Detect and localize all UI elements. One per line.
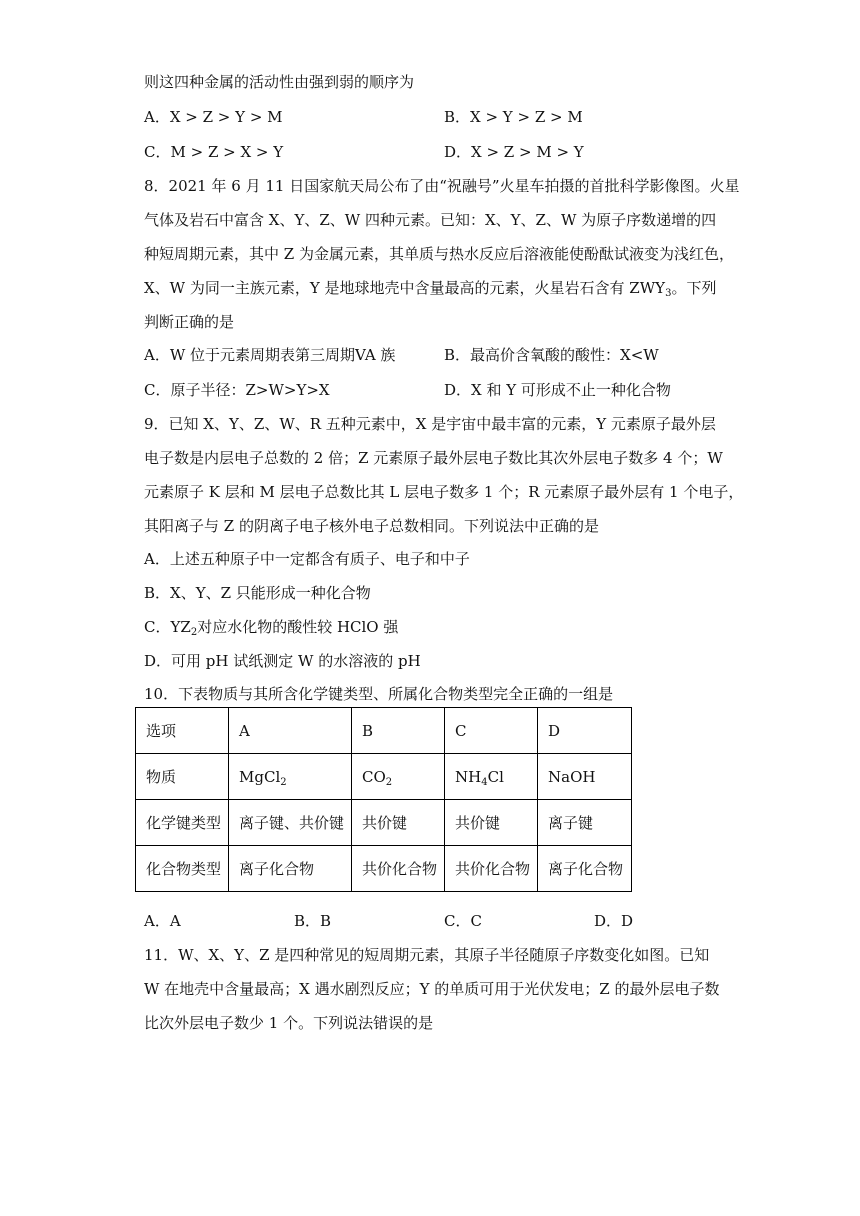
q9-line-2: 电子数是内层电子总数的 2 倍；Z 元素原子最外层电子数比其次外层电子数多 4 个；W: [144, 449, 723, 467]
q11-line-2: W 在地壳中含量最高；X 遇水剧烈反应；Y 的单质可用于光伏发电；Z 的最外层电子数: [144, 980, 720, 998]
table-cell: C: [445, 708, 538, 754]
q9-line-3: 元素原子 K 层和 M 层电子总数比其 L 层电子数多 1 个；R 元素原子最外层有 1 个电子，: [144, 483, 744, 501]
table-row-bond: [136, 800, 632, 846]
q11-line-1: 11．W、X、Y、Z 是四种常见的短周期元素，其原子半径随原子序数变化如图。已知: [144, 946, 710, 964]
q8-line-4: X、W 为同一主族元素，Y 是地球地壳中含量最高的元素，火星岩石含有 $ZWY_3$。下列: [144, 279, 717, 299]
q8-line-2: 气体及岩石中富含 X、Y、Z、W 四种元素。已知：X、Y、Z、W 为原子序数递增的四: [144, 211, 717, 229]
intro-line: 则这四种金属的活动性由强到弱的顺序为: [144, 73, 415, 91]
table-cell: MgCl$_2$: [229, 754, 352, 800]
q8-option-d: D．X 和 Y 可形成不止一种化合物: [444, 381, 671, 399]
table-cell: D: [538, 708, 632, 754]
q8-line-5: 判断正确的是: [144, 313, 235, 331]
table-row-header: [136, 708, 632, 754]
q8-option-a: A．W 位于元素周期表第三周期VA 族: [144, 346, 396, 364]
q8-line-1: 8．2021 年 6 月 11 日国家航天局公布了由“祝融号”火星车拍摄的首批科学影像图。火星: [144, 177, 740, 195]
table-cell: $CO_2$: [352, 754, 445, 800]
table-row-substance: [136, 754, 632, 800]
q8-option-b: B．最高价含氧酸的酸性：X<W: [444, 346, 659, 364]
q7-option-d: D．X > Z > M > Y: [444, 143, 584, 161]
q8-option-c: C．原子半径：Z>W>Y>X: [144, 381, 330, 399]
q9-option-d: D．可用 pH 试纸测定 W 的水溶液的 pH: [144, 652, 421, 670]
q7-option-a: A．X > Z > Y > M: [144, 108, 283, 126]
table-cell: NaOH: [538, 754, 632, 800]
table-cell: $NH_4Cl$: [445, 754, 538, 800]
q9-option-a: A．上述五种原子中一定都含有质子、电子和中子: [144, 550, 470, 568]
table-cell: A: [229, 708, 352, 754]
table-cell: 化学键类型: [136, 800, 229, 846]
q9-line-4: 其阳离子与 Z 的阴离子电子核外电子总数相同。下列说法中正确的是: [144, 517, 599, 535]
table-cell: 离子化合物: [538, 846, 632, 892]
table-cell: 共价键: [445, 800, 538, 846]
q9-option-c: C．$YZ_2$对应水化物的酸性较 HClO 强: [144, 618, 399, 638]
q9-option-b: B．X、Y、Z 只能形成一种化合物: [144, 584, 371, 602]
table-cell: 选项: [136, 708, 229, 754]
q10-answer-c: C．C: [444, 912, 482, 930]
q10-stem: 10．下表物质与其所含化学键类型、所属化合物类型完全正确的一组是: [144, 685, 614, 703]
table-cell: 共价化合物: [445, 846, 538, 892]
table-cell: 离子键、共价键: [229, 800, 352, 846]
q11-line-3: 比次外层电子数少 1 个。下列说法错误的是: [144, 1014, 434, 1032]
q10-table: [135, 707, 632, 892]
q10-answer-b: B．B: [294, 912, 332, 930]
q8-line-3: 种短周期元素，其中 Z 为金属元素，其单质与热水反应后溶液能使酚酞试液变为浅红色，: [144, 245, 734, 263]
table-cell: 离子键: [538, 800, 632, 846]
table-cell: 化合物类型: [136, 846, 229, 892]
table-row-compound: [136, 846, 632, 892]
table-cell: 共价化合物: [352, 846, 445, 892]
table-cell: B: [352, 708, 445, 754]
table-cell: 物质: [136, 754, 229, 800]
q10-answer-d: D．D: [594, 912, 634, 930]
q10-answer-a: A．A: [144, 912, 181, 930]
table-cell: 离子化合物: [229, 846, 352, 892]
table-cell: 共价键: [352, 800, 445, 846]
q9-line-1: 9．已知 X、Y、Z、W、R 五种元素中，X 是宇宙中最丰富的元素，Y 元素原子最外层: [144, 415, 716, 433]
q7-option-b: B．X > Y > Z > M: [444, 108, 583, 126]
q7-option-c: C．M > Z > X > Y: [144, 143, 284, 161]
